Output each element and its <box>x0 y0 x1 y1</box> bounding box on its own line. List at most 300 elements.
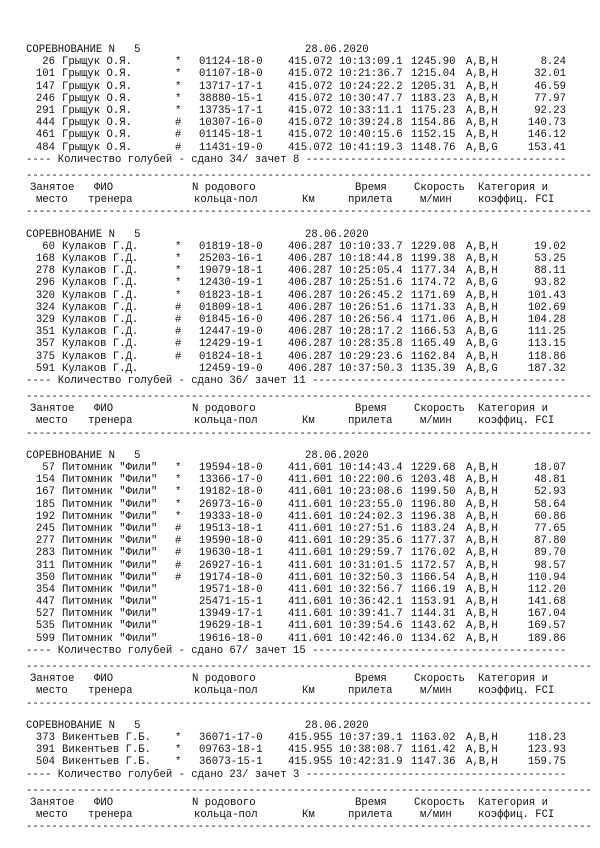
row-time: 10:42:31.9 <box>339 756 403 769</box>
row-time: 10:25:51.6 <box>339 277 403 290</box>
row-name: Кулаков Г.Д. <box>62 265 139 278</box>
row-place: 283 <box>35 547 55 560</box>
table-row <box>0 105 600 117</box>
section-date: 28.06.2020 <box>305 449 369 462</box>
row-name: Питомник "Фили" <box>62 571 158 584</box>
header-ring-2: кольца-пол <box>194 685 258 698</box>
table-row <box>0 129 600 141</box>
section-title: СОРЕВНОВАНИЕ N 5 <box>26 44 141 56</box>
row-ring: 09763-18-1 <box>199 744 263 757</box>
section-summary: ---- Количество голубей - сдано 67/ зачет 15 ---------------------------------------- <box>26 644 567 657</box>
section-summary-line <box>0 375 600 387</box>
row-fci: 87.80 <box>534 535 566 548</box>
row-mark: * <box>175 240 182 253</box>
row-mark: * <box>175 486 182 499</box>
row-mark: # <box>175 301 182 314</box>
section-title-line <box>0 450 600 462</box>
row-speed: 1144.31 <box>411 608 456 621</box>
row-fci: 77.97 <box>534 92 566 105</box>
row-speed: 1163.02 <box>411 731 456 744</box>
header-category: Категория и <box>478 403 548 416</box>
header-time: Время <box>355 796 387 809</box>
row-name: Питомник "Фили" <box>62 462 158 474</box>
row-name: Питомник "Фили" <box>62 535 158 548</box>
header-category-2: коэффиц. FCI <box>478 685 555 698</box>
header-km: Км <box>302 415 315 428</box>
row-speed: 1171.69 <box>411 289 456 302</box>
row-fci: 19.02 <box>534 240 566 253</box>
row-mark: * <box>175 731 182 744</box>
row-km: 411.601 <box>288 535 333 548</box>
header-place-2: место <box>36 194 68 207</box>
row-category: A,B,H <box>466 620 498 633</box>
row-km: 406.287 <box>288 350 333 363</box>
row-category: A,B,H <box>466 313 498 326</box>
column-header <box>0 391 600 440</box>
header-place-2: место <box>36 809 68 822</box>
row-ring: 12459-19-0 <box>199 362 263 375</box>
row-km: 406.287 <box>288 289 333 302</box>
row-category: A,B,H <box>466 608 498 621</box>
spacer <box>0 440 600 450</box>
table-row <box>0 511 600 523</box>
row-ring: 13366-17-0 <box>199 474 263 487</box>
row-time: 10:30:47.7 <box>339 92 403 105</box>
row-speed: 1196.80 <box>411 498 456 511</box>
row-name: Грыщук О.Я. <box>62 129 132 142</box>
row-time: 10:32:56.7 <box>339 583 403 596</box>
table-row <box>0 93 600 105</box>
row-name: Питомник "Фили" <box>62 608 158 621</box>
spacer <box>0 833 600 843</box>
dashed-rule: ----------------------------------------------------------------------------------------- <box>26 697 592 710</box>
row-time: 10:29:35.6 <box>339 535 403 548</box>
row-ring: 01845-16-0 <box>199 313 263 326</box>
row-mark: # <box>175 338 182 351</box>
row-ring: 12447-19-0 <box>199 326 263 339</box>
row-name: Кулаков Г.Д. <box>62 362 139 375</box>
section-summary: ---- Количество голубей - сдано 36/ зачет 11 ---------------------------------------- <box>26 374 567 387</box>
table-row <box>0 326 600 338</box>
header-time: Время <box>355 403 387 416</box>
header-km: Км <box>302 809 315 822</box>
row-name: Питомник "Фили" <box>62 596 158 609</box>
row-fci: 53.25 <box>534 253 566 265</box>
table-row <box>0 68 600 80</box>
row-category: A,B,H <box>466 240 498 253</box>
row-km: 411.601 <box>288 632 333 645</box>
column-header-line-2 <box>0 194 600 206</box>
row-ring: 13735-17-1 <box>199 104 263 117</box>
row-category: A,B,G <box>466 362 498 375</box>
column-header <box>0 661 600 710</box>
header-km: Км <box>302 685 315 698</box>
row-mark: # <box>175 350 182 363</box>
row-name: Кулаков Г.Д. <box>62 301 139 314</box>
header-name-2: тренера <box>88 809 133 822</box>
competition-section <box>0 450 600 720</box>
row-time: 10:10:33.7 <box>339 240 403 253</box>
section-summary-line <box>0 645 600 657</box>
row-mark: * <box>175 277 182 290</box>
row-mark: * <box>175 265 182 278</box>
table-row <box>0 523 600 535</box>
header-speed-2: м/мин <box>420 194 452 207</box>
header-time: Время <box>355 182 387 195</box>
row-name: Питомник "Фили" <box>62 498 158 511</box>
row-fci: 140.73 <box>527 117 566 130</box>
row-fci: 101.43 <box>527 289 566 302</box>
row-place: 357 <box>35 338 55 351</box>
row-name: Грыщук О.Я. <box>62 56 132 69</box>
table-row <box>0 338 600 350</box>
row-place: 444 <box>35 117 55 130</box>
row-km: 411.601 <box>288 498 333 511</box>
table-row <box>0 744 600 756</box>
row-speed: 1134.62 <box>411 632 456 645</box>
header-ring: N родового <box>192 403 256 416</box>
row-km: 415.072 <box>288 104 333 117</box>
header-category: Категория и <box>478 182 548 195</box>
row-category: A,B,H <box>466 583 498 596</box>
header-name: ФИО <box>94 796 114 809</box>
row-mark: * <box>175 474 182 487</box>
row-ring: 19616-18-0 <box>199 632 263 645</box>
row-km: 415.072 <box>288 68 333 81</box>
row-fci: 93.82 <box>534 277 566 290</box>
row-speed: 1152.15 <box>411 129 456 142</box>
row-time: 10:24:22.2 <box>339 80 403 93</box>
row-place: 350 <box>35 571 55 584</box>
row-time: 10:27:51.6 <box>339 522 403 535</box>
row-km: 406.287 <box>288 240 333 253</box>
row-name: Питомник "Фили" <box>62 632 158 645</box>
column-header <box>0 785 600 834</box>
row-ring: 13717-17-1 <box>199 80 263 93</box>
header-rule-top <box>0 391 600 403</box>
row-place: 461 <box>35 129 55 142</box>
row-category: A,B,H <box>466 571 498 584</box>
table-row <box>0 241 600 253</box>
header-ring-2: кольца-пол <box>194 194 258 207</box>
row-place: 154 <box>35 474 55 487</box>
row-ring: 26973-16-0 <box>199 498 263 511</box>
row-speed: 1205.31 <box>411 80 456 93</box>
row-place: 351 <box>35 326 55 339</box>
row-km: 411.601 <box>288 547 333 560</box>
row-category: A,B,H <box>466 510 498 523</box>
row-place: 354 <box>35 583 55 596</box>
row-name: Кулаков Г.Д. <box>62 253 139 265</box>
row-fci: 46.59 <box>534 80 566 93</box>
row-category: A,B,H <box>466 744 498 757</box>
row-speed: 1153.91 <box>411 596 456 609</box>
table-row <box>0 486 600 498</box>
row-km: 406.287 <box>288 338 333 351</box>
row-mark: * <box>175 498 182 511</box>
header-name: ФИО <box>94 182 114 195</box>
row-place: 320 <box>35 289 55 302</box>
row-category: A,B,H <box>466 535 498 548</box>
column-header-line-1 <box>0 673 600 685</box>
row-ring: 19594-18-0 <box>199 462 263 474</box>
table-row <box>0 572 600 584</box>
row-name: Грыщук О.Я. <box>62 117 132 130</box>
header-rule-bottom <box>0 698 600 710</box>
row-mark: # <box>175 313 182 326</box>
row-fci: 159.75 <box>527 756 566 769</box>
row-name: Кулаков Г.Д. <box>62 240 139 253</box>
row-mark: * <box>175 744 182 757</box>
row-ring: 36071-17-0 <box>199 731 263 744</box>
row-name: Викентьев Г.Б. <box>62 731 152 744</box>
header-speed-2: м/мин <box>420 685 452 698</box>
row-place: 26 <box>42 56 55 69</box>
row-category: A,B,H <box>466 632 498 645</box>
header-rule-top <box>0 785 600 797</box>
row-ring: 25203-16-1 <box>199 253 263 265</box>
row-category: A,B,H <box>466 350 498 363</box>
row-fci: 167.04 <box>527 608 566 621</box>
row-category: A,B,G <box>466 141 498 154</box>
header-ring: N родового <box>192 182 256 195</box>
row-time: 10:26:51.6 <box>339 301 403 314</box>
row-time: 10:33:11.1 <box>339 104 403 117</box>
row-km: 411.601 <box>288 522 333 535</box>
section-summary: ---- Количество голубей - сдано 23/ зачет 3 ----------------------------------------- <box>26 768 567 781</box>
row-speed: 1171.06 <box>411 313 456 326</box>
header-ring: N родового <box>192 796 256 809</box>
table-row <box>0 314 600 326</box>
competition-section <box>0 229 600 450</box>
header-time-2: прилета <box>348 809 393 822</box>
header-place-2: место <box>36 685 68 698</box>
row-ring: 19079-18-1 <box>199 265 263 278</box>
header-time-2: прилета <box>348 685 393 698</box>
header-rule-bottom <box>0 428 600 440</box>
row-fci: 18.07 <box>534 462 566 474</box>
row-mark: # <box>175 141 182 154</box>
table-row <box>0 265 600 277</box>
row-speed: 1172.57 <box>411 559 456 572</box>
row-km: 411.601 <box>288 596 333 609</box>
row-time: 10:38:08.7 <box>339 744 403 757</box>
competition-section <box>0 720 600 844</box>
row-place: 278 <box>35 265 55 278</box>
dashed-rule: ----------------------------------------------------------------------------------------- <box>26 661 592 673</box>
row-time: 10:40:15.6 <box>339 129 403 142</box>
table-row <box>0 462 600 474</box>
dashed-rule: ----------------------------------------------------------------------------------------- <box>26 821 592 834</box>
row-ring: 19571-18-0 <box>199 583 263 596</box>
row-fci: 32.01 <box>534 68 566 81</box>
row-fci: 112.20 <box>527 583 566 596</box>
row-fci: 189.86 <box>527 632 566 645</box>
row-km: 406.287 <box>288 326 333 339</box>
row-category: A,B,H <box>466 265 498 278</box>
row-mark: # <box>175 129 182 142</box>
row-place: 291 <box>35 104 55 117</box>
row-speed: 1147.36 <box>411 756 456 769</box>
row-place: 329 <box>35 313 55 326</box>
header-ring-2: кольца-пол <box>194 809 258 822</box>
row-speed: 1245.90 <box>411 56 456 69</box>
table-row <box>0 81 600 93</box>
section-summary-line <box>0 769 600 781</box>
row-fci: 52.93 <box>534 486 566 499</box>
row-fci: 102.69 <box>527 301 566 314</box>
table-row <box>0 474 600 486</box>
row-fci: 8.24 <box>540 56 566 69</box>
row-mark: * <box>175 56 182 69</box>
row-place: 192 <box>35 510 55 523</box>
row-speed: 1229.68 <box>411 462 456 474</box>
row-name: Питомник "Фили" <box>62 486 158 499</box>
table-row <box>0 608 600 620</box>
column-header-line-1 <box>0 182 600 194</box>
row-km: 415.072 <box>288 141 333 154</box>
row-fci: 98.57 <box>534 559 566 572</box>
row-mark: * <box>175 462 182 474</box>
row-place: 311 <box>35 559 55 572</box>
table-row <box>0 142 600 154</box>
row-speed: 1148.76 <box>411 141 456 154</box>
row-fci: 92.23 <box>534 104 566 117</box>
row-ring: 11431-19-0 <box>199 141 263 154</box>
header-rule-top <box>0 661 600 673</box>
row-time: 10:28:35.8 <box>339 338 403 351</box>
row-name: Грыщук О.Я. <box>62 141 132 154</box>
section-date: 28.06.2020 <box>305 228 369 241</box>
row-speed: 1135.39 <box>411 362 456 375</box>
row-time: 10:29:23.6 <box>339 350 403 363</box>
row-km: 415.072 <box>288 92 333 105</box>
row-category: A,B,H <box>466 547 498 560</box>
row-km: 411.601 <box>288 462 333 474</box>
row-fci: 169.57 <box>527 620 566 633</box>
row-name: Грыщук О.Я. <box>62 92 132 105</box>
row-place: 277 <box>35 535 55 548</box>
row-speed: 1154.86 <box>411 117 456 130</box>
row-name: Питомник "Фили" <box>62 620 158 633</box>
row-place: 527 <box>35 608 55 621</box>
row-category: A,B,H <box>466 80 498 93</box>
row-fci: 60.86 <box>534 510 566 523</box>
table-row <box>0 56 600 68</box>
row-time: 10:26:45.2 <box>339 289 403 302</box>
row-speed: 1176.02 <box>411 547 456 560</box>
table-row <box>0 732 600 744</box>
row-fci: 110.94 <box>527 571 566 584</box>
row-category: A,B,G <box>466 338 498 351</box>
row-mark: * <box>175 289 182 302</box>
header-category: Категория и <box>478 796 548 809</box>
row-place: 168 <box>35 253 55 265</box>
table-row <box>0 584 600 596</box>
row-fci: 187.32 <box>527 362 566 375</box>
row-km: 406.287 <box>288 277 333 290</box>
row-fci: 104.28 <box>527 313 566 326</box>
table-row <box>0 633 600 645</box>
row-time: 10:31:01.5 <box>339 559 403 572</box>
row-km: 411.601 <box>288 571 333 584</box>
header-place-2: место <box>36 415 68 428</box>
header-rule-bottom <box>0 206 600 218</box>
dashed-rule: ----------------------------------------------------------------------------------------- <box>26 169 592 182</box>
row-category: A,B,H <box>466 756 498 769</box>
row-fci: 77.65 <box>534 522 566 535</box>
row-time: 10:25:05.4 <box>339 265 403 278</box>
header-ring: N родового <box>192 673 256 686</box>
table-row <box>0 756 600 768</box>
section-title: СОРЕВНОВАНИЕ N 5 <box>26 449 141 462</box>
row-place: 391 <box>35 744 55 757</box>
row-ring: 01809-18-1 <box>199 301 263 314</box>
row-speed: 1162.84 <box>411 350 456 363</box>
row-ring: 01107-18-0 <box>199 68 263 81</box>
row-km: 415.955 <box>288 756 333 769</box>
row-speed: 1183.24 <box>411 522 456 535</box>
row-name: Питомник "Фили" <box>62 522 158 535</box>
row-time: 10:29:59.7 <box>339 547 403 560</box>
row-speed: 1215.04 <box>411 68 456 81</box>
row-mark: * <box>175 756 182 769</box>
row-place: 60 <box>42 240 55 253</box>
row-speed: 1161.42 <box>411 744 456 757</box>
row-time: 10:37:39.1 <box>339 731 403 744</box>
row-ring: 19513-18-1 <box>199 522 263 535</box>
section-title-line <box>0 720 600 732</box>
row-speed: 1177.34 <box>411 265 456 278</box>
row-category: A,B,H <box>466 522 498 535</box>
row-ring: 01824-18-1 <box>199 350 263 363</box>
row-time: 10:42:46.0 <box>339 632 403 645</box>
row-speed: 1183.23 <box>411 92 456 105</box>
table-row <box>0 117 600 129</box>
row-ring: 19174-18-0 <box>199 571 263 584</box>
row-km: 415.072 <box>288 56 333 69</box>
row-km: 406.287 <box>288 301 333 314</box>
row-ring: 01819-18-0 <box>199 240 263 253</box>
row-ring: 12429-19-1 <box>199 338 263 351</box>
row-category: A,B,G <box>466 326 498 339</box>
header-speed: Скорость <box>414 182 465 195</box>
header-name-2: тренера <box>88 194 133 207</box>
row-time: 10:13:09.1 <box>339 56 403 69</box>
row-ring: 38880-15-1 <box>199 92 263 105</box>
row-category: A,B,H <box>466 56 498 69</box>
table-row <box>0 363 600 375</box>
row-place: 373 <box>35 731 55 744</box>
row-name: Кулаков Г.Д. <box>62 289 139 302</box>
row-mark: * <box>175 68 182 81</box>
header-category-2: коэффиц. FCI <box>478 415 555 428</box>
row-place: 147 <box>35 80 55 93</box>
row-name: Питомник "Фили" <box>62 474 158 487</box>
spacer <box>0 710 600 720</box>
row-name: Питомник "Фили" <box>62 510 158 523</box>
row-category: A,B,H <box>466 92 498 105</box>
table-row <box>0 302 600 314</box>
header-speed: Скорость <box>414 673 465 686</box>
header-speed-2: м/мин <box>420 809 452 822</box>
table-row <box>0 560 600 572</box>
row-name: Грыщук О.Я. <box>62 80 132 93</box>
header-km: Км <box>302 194 315 207</box>
section-title-line <box>0 229 600 241</box>
row-km: 415.072 <box>288 80 333 93</box>
row-mark: * <box>175 92 182 105</box>
